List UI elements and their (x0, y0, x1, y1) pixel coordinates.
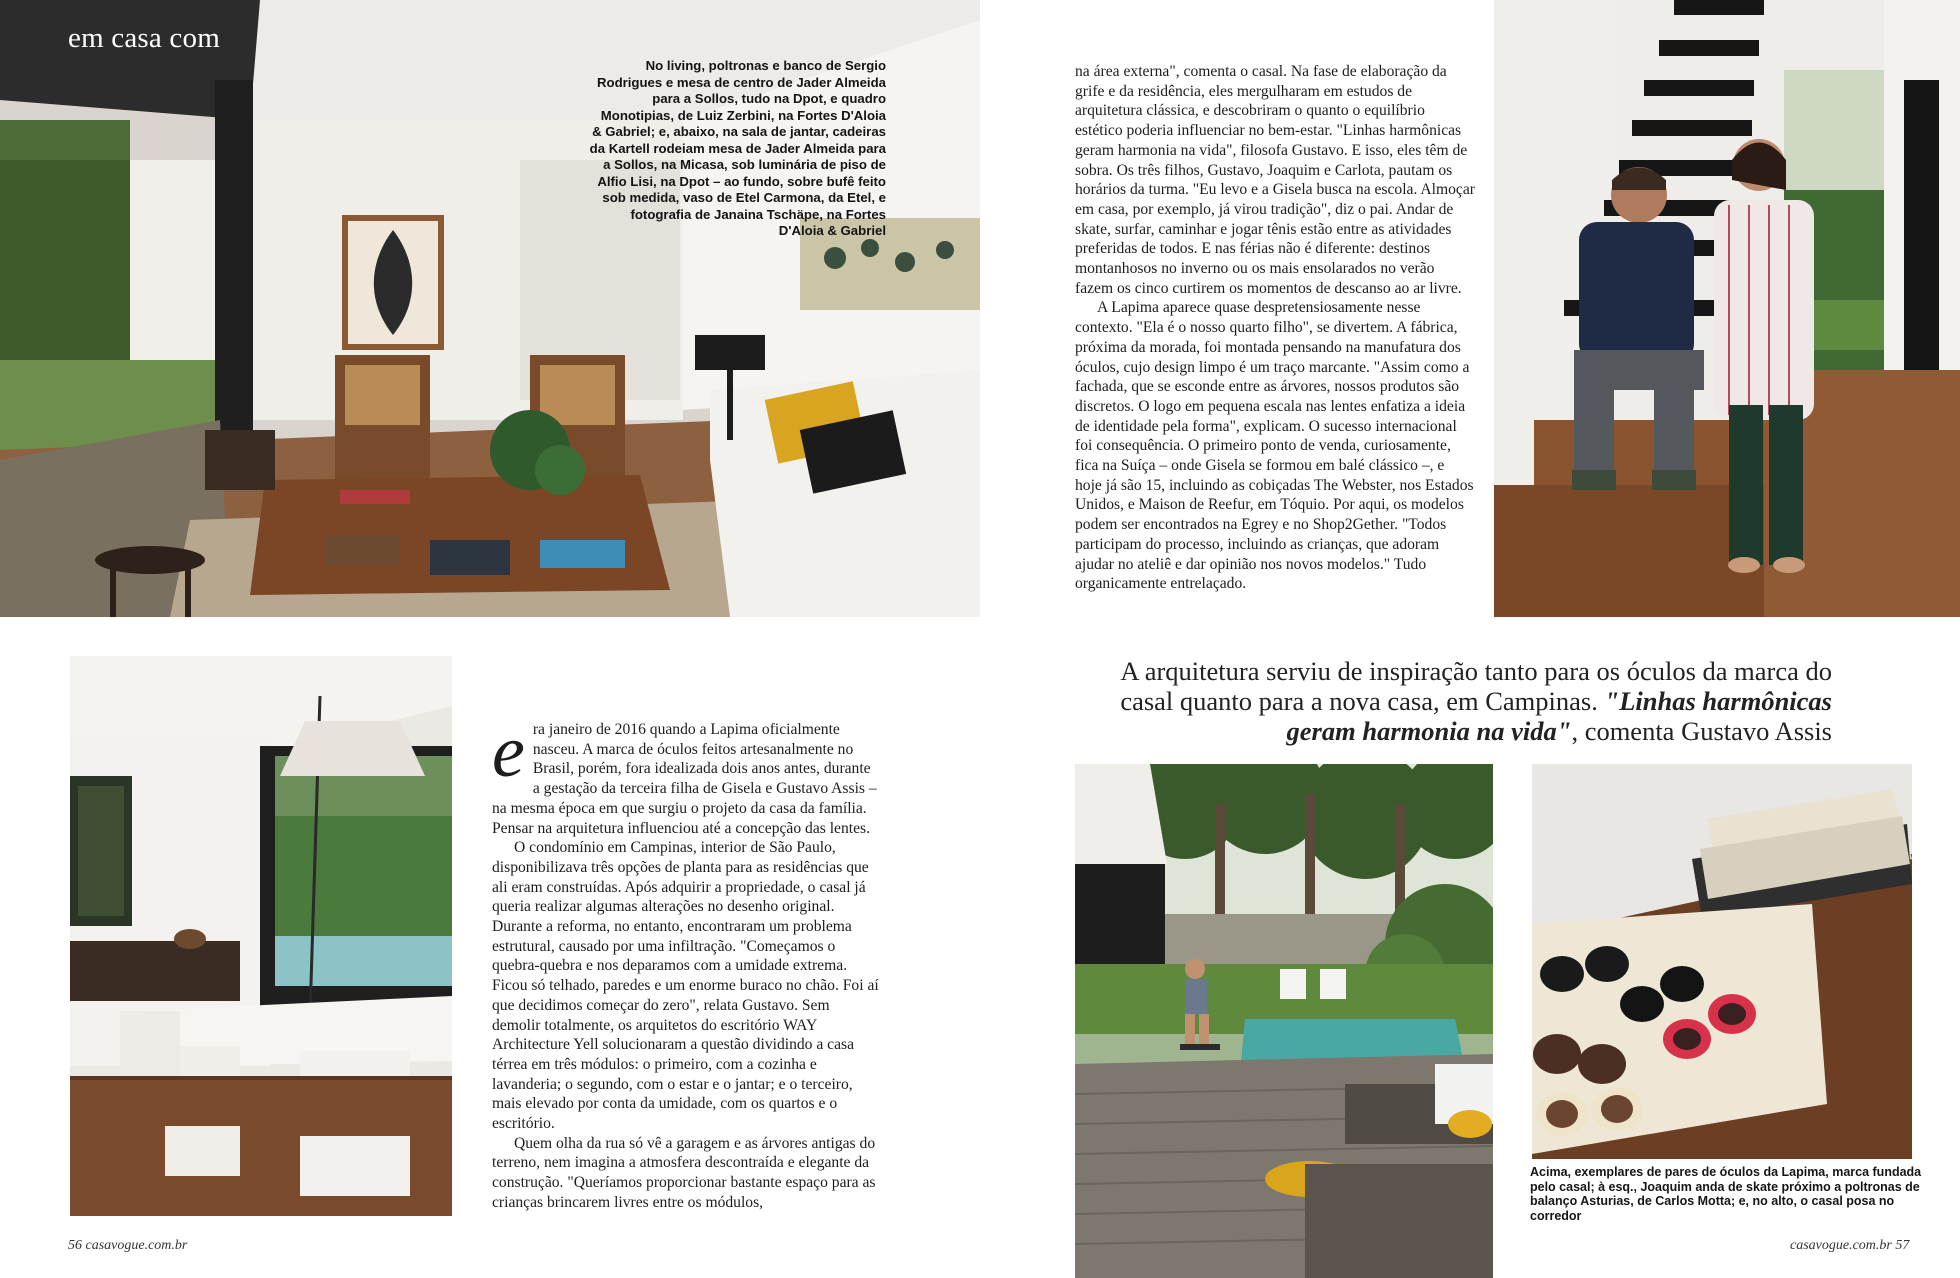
drop-cap: e (492, 711, 525, 793)
section-tag: em casa com (68, 22, 220, 54)
paragraph: Quem olha da rua só vê a garagem e as árvores antigas do terreno, nem imagina a atmosfera descontraída e elegante da construção. "Queríamos proporcionar bastante espaço para as crianças brincarem livres entre os módulos, (492, 1134, 876, 1211)
page-folio-left: 56 casavogue.com.br (68, 1238, 188, 1253)
dining-room-photo (70, 656, 452, 1216)
article-column-left (492, 711, 880, 1213)
paragraph: O condomínio em Campinas, interior de São Paulo, disponibilizava três opções de planta para as residências que ali eram construídas. Após adquirir a propriedade, o casal já queria realizar algumas alterações no desenho original. Durante a reforma, no entanto, encontraram um problema estrutural, causado por uma infiltração. "Começamos o quebra-quebra e nos deparamos com a umidade extrema. Ficou só telhado, paredes e um enorme buraco no chão. Foi aí que decidimos começar do zero", relata Gustavo. Sem demolir totalmente, os arquitetos do escritório WAY Architecture Yell solucionaram a questão dividindo a casa térrea em três módulos: o primeiro, com a cozinha e lavanderia; o segundo, com o estar e o jantar; e o terceiro, mais elevado por conta da umidade, com os quartos e o escritório. (492, 839, 879, 1133)
couple-stairs-photo (1494, 0, 1960, 617)
paragraph: ra janeiro de 2016 quando a Lapima oficialmente nasceu. A marca de óculos feitos artesanalmente no Brasil, porém, fora idealizada dois anos antes, durante a gestação da terceira filha de Gisela e Gustavo Assis – na mesma época em que surgiu o projeto da casa da família. Pensar na arquitetura influenciou até a concepção das lentes. (492, 721, 877, 837)
paragraph: na área externa", comenta o casal. Na fase de elaboração da grife e da residência, eles mergulharam em estudos de arquitetura clássica, e descobriram o quanto o equilíbrio estético poderia influenciar no bem-estar. "Linhas harmônicas geram harmonia na vida", filosofa Gustavo. E isso, eles têm de sobra. Os três filhos, Gustavo, Joaquim e Carlota, pautam os horários da turma. "Eu levo e a Gisela busca na escola. Almoçar em casa, por exemplo, já virou tradição", diz o pai. Andar de skate, surfar, caminhar e jogar tênis estão entre as atividades preferidas de todos. E nas férias não é diferente: destinos montanhosos no inverno ou os mais ensolarados no verão fazem os cinco curtirem os momentos de descanso ao ar livre. (1075, 63, 1475, 297)
photo-caption-bottom: Acima, exemplares de pares de óculos da Lapima, marca fundada pelo casal; à esq., Joaquim anda de skate próximo a poltronas de balanço Asturias, de Carlos Motta; e, no alto, o casal posa no corredor (1530, 1165, 1922, 1223)
page-folio-right: casavogue.com.br 57 (1790, 1238, 1910, 1253)
pull-quote-text: A arquitetura serviu de inspiração tanto para os óculos da marca do casal quanto para a nova casa, em Campinas. (1120, 656, 1832, 716)
paragraph: A Lapima aparece quase despretensiosamente nesse contexto. "Ela é o nosso quarto filho", se divertem. A fábrica, próxima da morada, foi montada pensando na manufatura dos óculos, cujo design limpo é um traço marcante. "Assim como a fachada, que se esconde entre as árvores, nossos produtos são discretos. O logo em pequena escala nas lentes enfatiza a ideia de identidade pela forma", explicam. O sucesso internacional foi consequência. O primeiro ponto de venda, curiosamente, fica na Suíça – onde Gisela se formou em balé clássico –, e hoje já são 15, incluindo as cobiçadas The Webster, nos Estados Unidos, e Maison de Reefur, em Tóquio. Por aqui, os modelos podem ser encontrados na Egrey e no Shop2Gether. "Todos participam do processo, incluindo as crianças, que adoram ajudar no ateliê e dar opinião nos novos modelos." Tudo organicamente entrelaçado. (1075, 299, 1474, 593)
garden-pool-photo (1075, 764, 1493, 1278)
sunglasses-tray-photo (1532, 764, 1912, 1159)
article-column-right (1075, 62, 1475, 594)
pull-quote-attribution: , comenta Gustavo Assis (1571, 716, 1832, 746)
photo-caption-top: No living, poltronas e banco de Sergio Rodrigues e mesa de centro de Jader Almeida para a Sollos, tudo na Dpot, e quadro Monotipias, de Luiz Zerbini, na Fortes D'Aloia & Gabriel; e, abaixo, na sala de jantar, cadeiras da Kartell rodeiam mesa de Jader Almeida para a Sollos, na Micasa, sob luminária de piso de Alfio Lisi, na Dpot – ao fundo, sobre bufê feito sob medida, vaso de Etel Carmona, da Etel, e fotografia de Janaina Tschäpe, na Fortes D'Aloia & Gabriel (589, 58, 886, 238)
pull-quote (1112, 656, 1832, 746)
pull-quote-highlight: "Linhas harmônicas geram harmonia na vida" (1286, 686, 1832, 746)
